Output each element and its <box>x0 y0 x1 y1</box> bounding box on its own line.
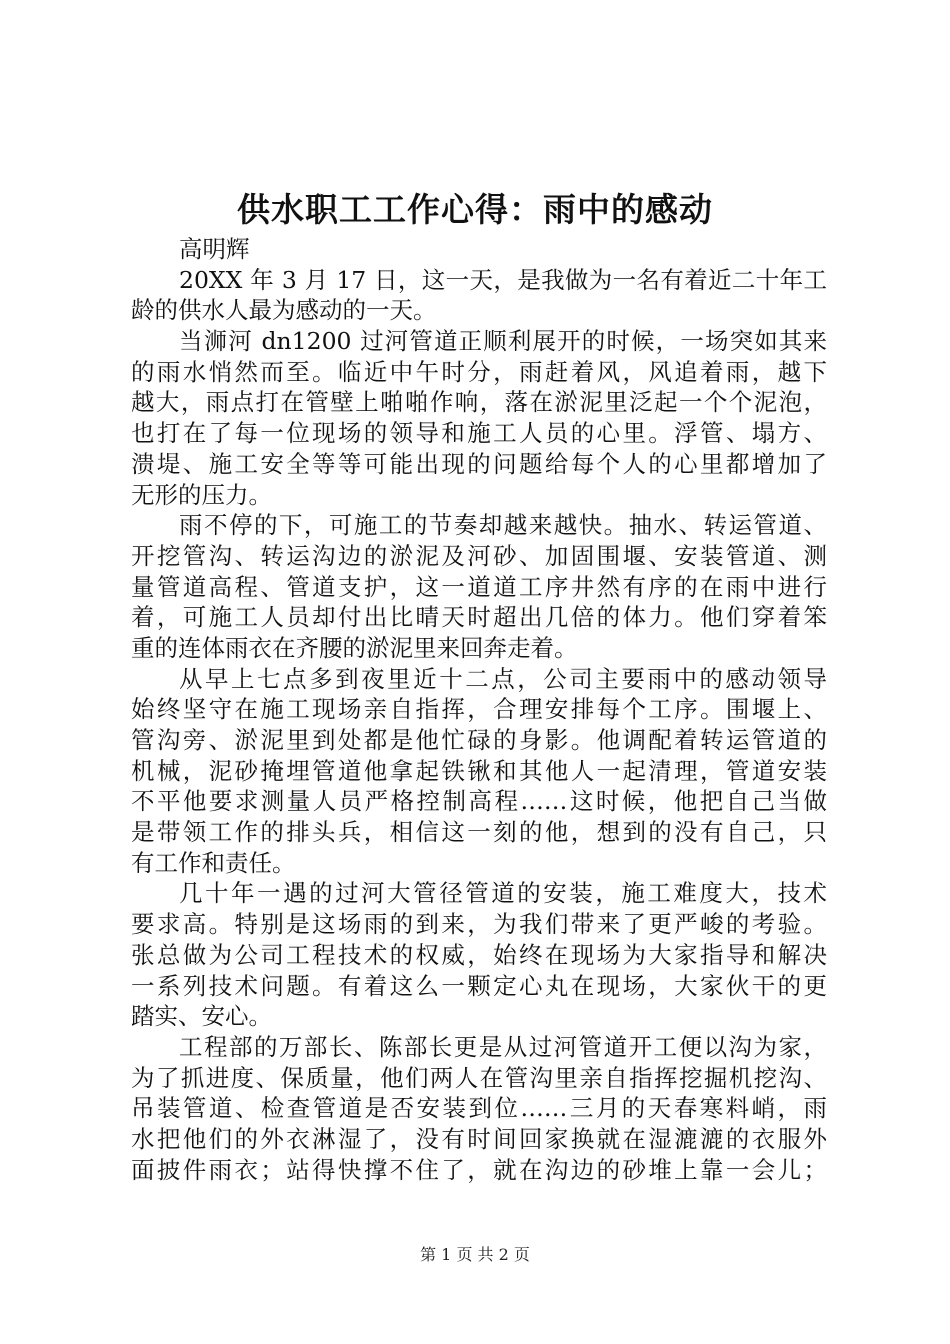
text-line: 不平他要求测量人员严格控制高程……这时候，他把自己当做 <box>131 787 827 816</box>
text-line: 着，可施工人员却付出比晴天时超出几倍的体力。他们穿着笨 <box>131 603 827 632</box>
document-title: 供水职工工作心得：雨中的感动 <box>237 190 713 229</box>
text-line: 开挖管沟、转运沟边的淤泥及河砂、加固围堰、安装管道、测 <box>131 541 827 570</box>
text-line: 始终坚守在施工现场亲自指挥，合理安排每个工序。围堰上、 <box>131 695 827 724</box>
page-number-footer: 第 1 页 共 2 页 <box>420 1245 530 1264</box>
paragraph <box>131 510 827 663</box>
paragraph <box>131 326 827 510</box>
text-line: 为了抓进度、保质量，他们两人在管沟里亲自指挥挖掘机挖沟、 <box>131 1063 827 1092</box>
text-line: 的雨水悄然而至。临近中午时分，雨赶着风，风追着雨，越下 <box>131 357 827 386</box>
text-line: 张总做为公司工程技术的权威，始终在现场为大家指导和解决 <box>131 940 827 969</box>
text-line: 吊装管道、检查管道是否安装到位……三月的天春寒料峭，雨 <box>131 1094 827 1123</box>
text-line: 面披件雨衣；站得快撑不住了，就在沟边的砂堆上靠一会儿； <box>131 1155 827 1184</box>
text-line: 一系列技术问题。有着这么一颗定心丸在现场，大家伙干的更 <box>131 971 827 1000</box>
text-line: 重的连体雨衣在齐腰的淤泥里来回奔走着。 <box>131 633 578 662</box>
text-line: 越大，雨点打在管壁上啪啪作响，落在淤泥里泛起一个个泥泡， <box>131 388 827 417</box>
text-line: 水把他们的外衣淋湿了，没有时间回家换就在湿漉漉的衣服外 <box>131 1124 827 1153</box>
paragraph <box>131 1032 827 1185</box>
text-line: 从早上七点多到夜里近十二点，公司主要雨中的感动领导 <box>179 664 827 693</box>
paragraph <box>131 878 827 1031</box>
text-line: 溃堤、施工安全等等可能出现的问题给每个人的心里都增加了 <box>131 449 827 478</box>
text-line: 量管道高程、管道支护，这一道道工序井然有序的在雨中进行 <box>131 572 827 601</box>
text-line: 雨不停的下，可施工的节奏却越来越快。抽水、转运管道、 <box>179 511 827 540</box>
text-line: 要求高。特别是这场雨的到来，为我们带来了更严峻的考验。 <box>131 910 827 939</box>
text-line: 几十年一遇的过河大管径管道的安装，施工难度大，技术 <box>179 879 827 908</box>
text-line: 龄的供水人最为感动的一天。 <box>131 296 437 325</box>
text-line: 有工作和责任。 <box>131 848 296 877</box>
document-body <box>131 234 827 1185</box>
text-line: 20XX 年 3 月 17 日，这一天，是我做为一名有着近二十年工 <box>179 265 827 294</box>
text-line: 当浉河 dn1200 过河管道正顺利展开的时候，一场突如其来 <box>179 327 827 356</box>
text-line: 工程部的万部长、陈部长更是从过河管道开工便以沟为家， <box>179 1032 827 1061</box>
text-line: 也打在了每一位现场的领导和施工人员的心里。浮管、塌方、 <box>131 419 827 448</box>
text-line: 是带领工作的排头兵，相信这一刻的他，想到的没有自己，只 <box>131 818 827 847</box>
paragraph <box>131 664 827 879</box>
text-line: 机械，泥砂掩埋管道他拿起铁锹和其他人一起清理，管道安装 <box>131 756 827 785</box>
paragraph <box>131 265 827 326</box>
text-line: 无形的压力。 <box>131 480 272 509</box>
text-line: 踏实、安心。 <box>131 1002 272 1031</box>
author-name: 高明辉 <box>179 235 250 263</box>
text-line: 管沟旁、淤泥里到处都是他忙碌的身影。他调配着转运管道的 <box>131 726 827 754</box>
